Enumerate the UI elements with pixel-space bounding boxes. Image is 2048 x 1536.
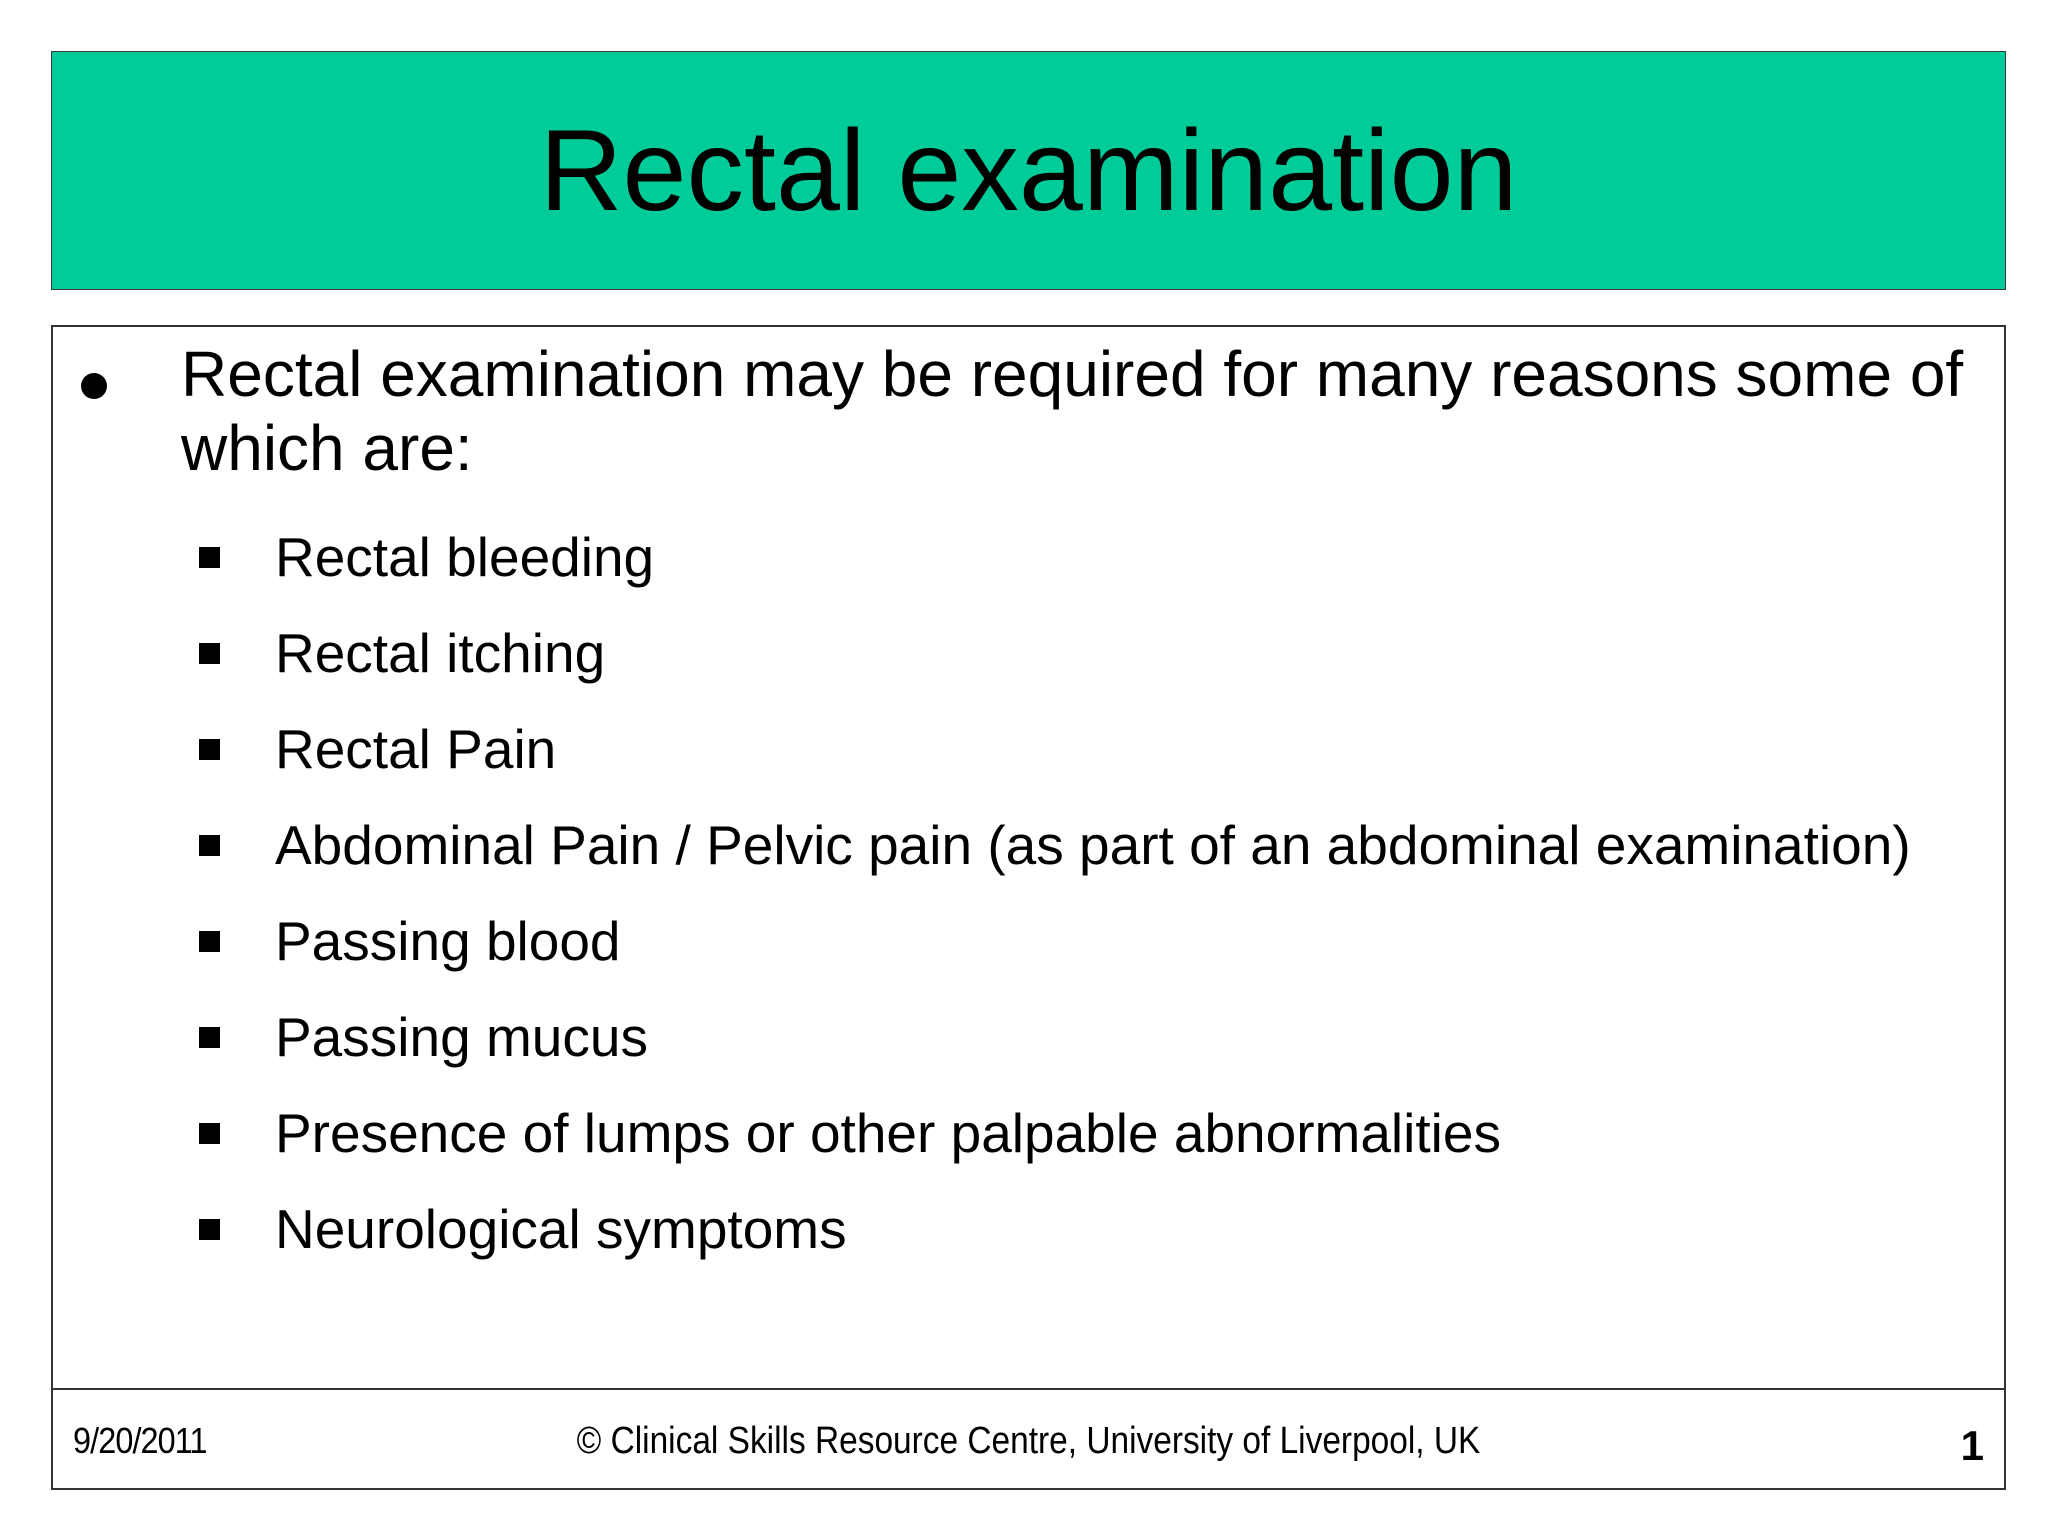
bullet-square-icon: [199, 547, 220, 568]
reasons-list: [53, 509, 2004, 1277]
bullet-square-icon: [199, 1027, 220, 1048]
list-item-text: Rectal Pain: [275, 718, 557, 780]
list-item-text: Rectal bleeding: [275, 526, 655, 588]
list-item: [53, 1181, 2004, 1277]
list-item: [53, 701, 2004, 797]
list-item: [53, 797, 2004, 893]
bullet-square-icon: [199, 931, 220, 952]
slide-title: Rectal examination: [539, 107, 1518, 235]
title-bar: [51, 51, 2006, 290]
bullet-square-icon: [199, 1123, 220, 1144]
list-item-text: Abdominal Pain / Pelvic pain (as part of an abdominal examination): [275, 814, 1911, 876]
content-box: [51, 325, 2006, 1490]
bullet-square-icon: [199, 835, 220, 856]
list-item-text: Presence of lumps or other palpable abnormalities: [275, 1102, 1501, 1164]
list-item: [53, 1085, 2004, 1181]
footer-date: 9/20/2011: [73, 1420, 207, 1461]
list-item-text: Passing blood: [275, 910, 621, 972]
bullet-square-icon: [199, 739, 220, 760]
footer-copyright: © Clinical Skills Resource Centre, University of Liverpool, UK: [576, 1420, 1481, 1462]
main-bullet-text: Rectal examination may be required for many reasons some of which are:: [181, 338, 1964, 484]
page-number: 1: [1960, 1422, 1984, 1469]
list-item-text: Passing mucus: [275, 1006, 648, 1068]
list-item: [53, 989, 2004, 1085]
content-area: [53, 327, 2004, 1388]
list-item-text: Neurological symptoms: [275, 1198, 847, 1260]
list-item: [53, 893, 2004, 989]
bullet-square-icon: [199, 643, 220, 664]
main-bullet-point: [75, 337, 2000, 485]
slide-footer: [53, 1388, 2004, 1490]
list-item-text: Rectal itching: [275, 622, 606, 684]
list-item: [53, 509, 2004, 605]
bullet-square-icon: [199, 1219, 220, 1240]
bullet-dot-icon: [81, 373, 107, 399]
list-item: [53, 605, 2004, 701]
